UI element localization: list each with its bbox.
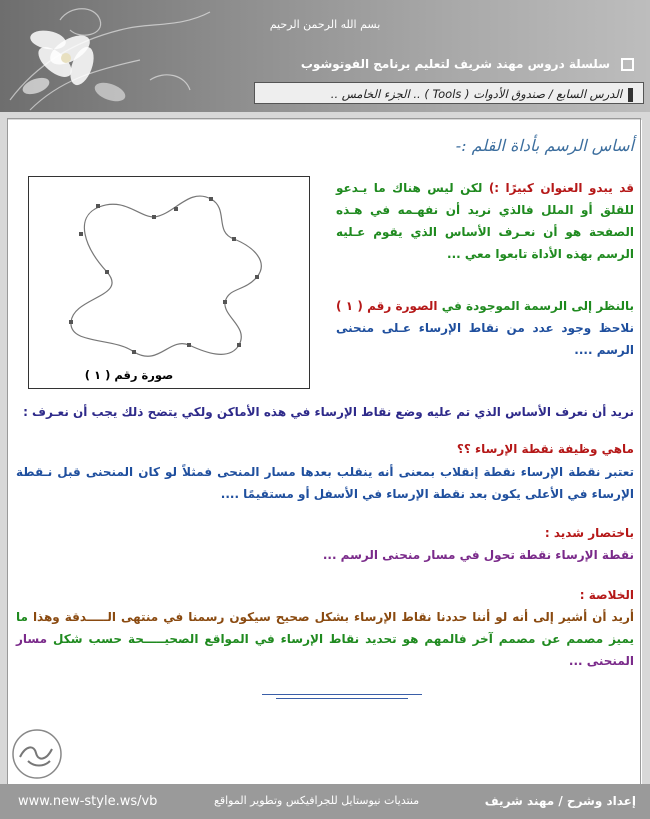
series-title: سلسلة دروس مهند شريف لتعليم برنامج الفوتوشوب [300,57,610,71]
summary-green-text: ما يميز مصمم عن مصمم آخر فالمهم هو تحديد نقاط الإرساء في المواقع الصحيـــــحة حسب شكل [16,610,634,646]
bullet-square-icon [621,58,634,71]
intro-paragraph [336,177,634,265]
basmala: بسم الله الرحمن الرحيم [269,18,381,31]
figure-caption: صورة رقم ( ١ ) [84,368,174,382]
brief-heading: باختصار شديد : [544,526,634,540]
divider-line [262,694,422,695]
summary-purple-text: مسار المنحنى ... [16,632,634,668]
lesson-title-bar [254,82,644,104]
frame-right [642,112,650,792]
signature-logo-icon [10,727,64,781]
pen-path-illustration [29,177,309,388]
anchor-function-answer: تعتبر نقطة الإرساء نقطة إنقلاب بمعنى أنه ينقلب بعدها مسار المنحى فمثلاً لو كان المنحنى قبل نـقطة الإرساء في الأعلى يكون بعد نقطة الإرساء في الأسفل أو مستقيمًا .... [16,465,634,501]
figure-reference: الصورة رقم ( ١ ) [336,299,438,313]
divider-line-short [276,698,408,699]
anchor-function-heading: ماهي وظيفة نقطة الإرساء ؟؟ [456,442,634,456]
look-blue-text: نلاحظ وجود عدد من نقاط الإرساء عـلى منحنى الرسم .... [336,321,634,357]
summary-paragraph [16,606,634,672]
look-green-text: بالنظر إلى الرسمة الموجودة في [441,299,634,313]
figure-note-paragraph [336,295,634,361]
intro-green-text: لكن ليس هناك ما يـدعو للقلق أو الملل فالذي نريد أن نفهـمه في هـذه الصفحة هو أن نعـرف الأساس الذي يقوم عـليه الرسم بهذه الأداة تابعوا معي ... [336,181,634,261]
lesson-heading: أساس الرسم بأداة القلم :- [455,136,634,155]
bar-marker-icon [628,88,633,102]
flower-decoration-icon [0,0,230,112]
figure-box [28,176,310,389]
header-banner [0,0,650,112]
forum-name: منتديات نيوستايل للجرافيكس وتطوير المواقع [214,794,420,807]
intro-red-text: قد يبدو العنوان كبيرًا :) [488,181,634,195]
brief-text: نقطة الإرساء نقطة تحول في مسار منحنى الرسم ... [322,548,634,562]
website-link[interactable]: www.new-style.ws/vb [18,794,158,809]
footer-bar [0,784,650,819]
author-credit: إعداد وشرح / مهند شريف [484,794,636,808]
summary-heading: الخلاصة : [579,588,634,602]
summary-brown-text: أريد أن أشير إلى أنه لو أننا حددنا نقاط الإرساء بشكل صحيح سيكون رسمنا في منتهى الـــــدقة وهذا [32,610,634,624]
question-intro-line: نريد أن نعرف الأساس الذي تم عليه وضع نقاط الإرساء في هذه الأماكن ولكي يتضح ذلك يجب أن نعـرف : [23,405,634,419]
lesson-title: الدرس السابع / صندوق الأدوات ( Tools ) .. الجزء الخامس .. [330,87,622,101]
